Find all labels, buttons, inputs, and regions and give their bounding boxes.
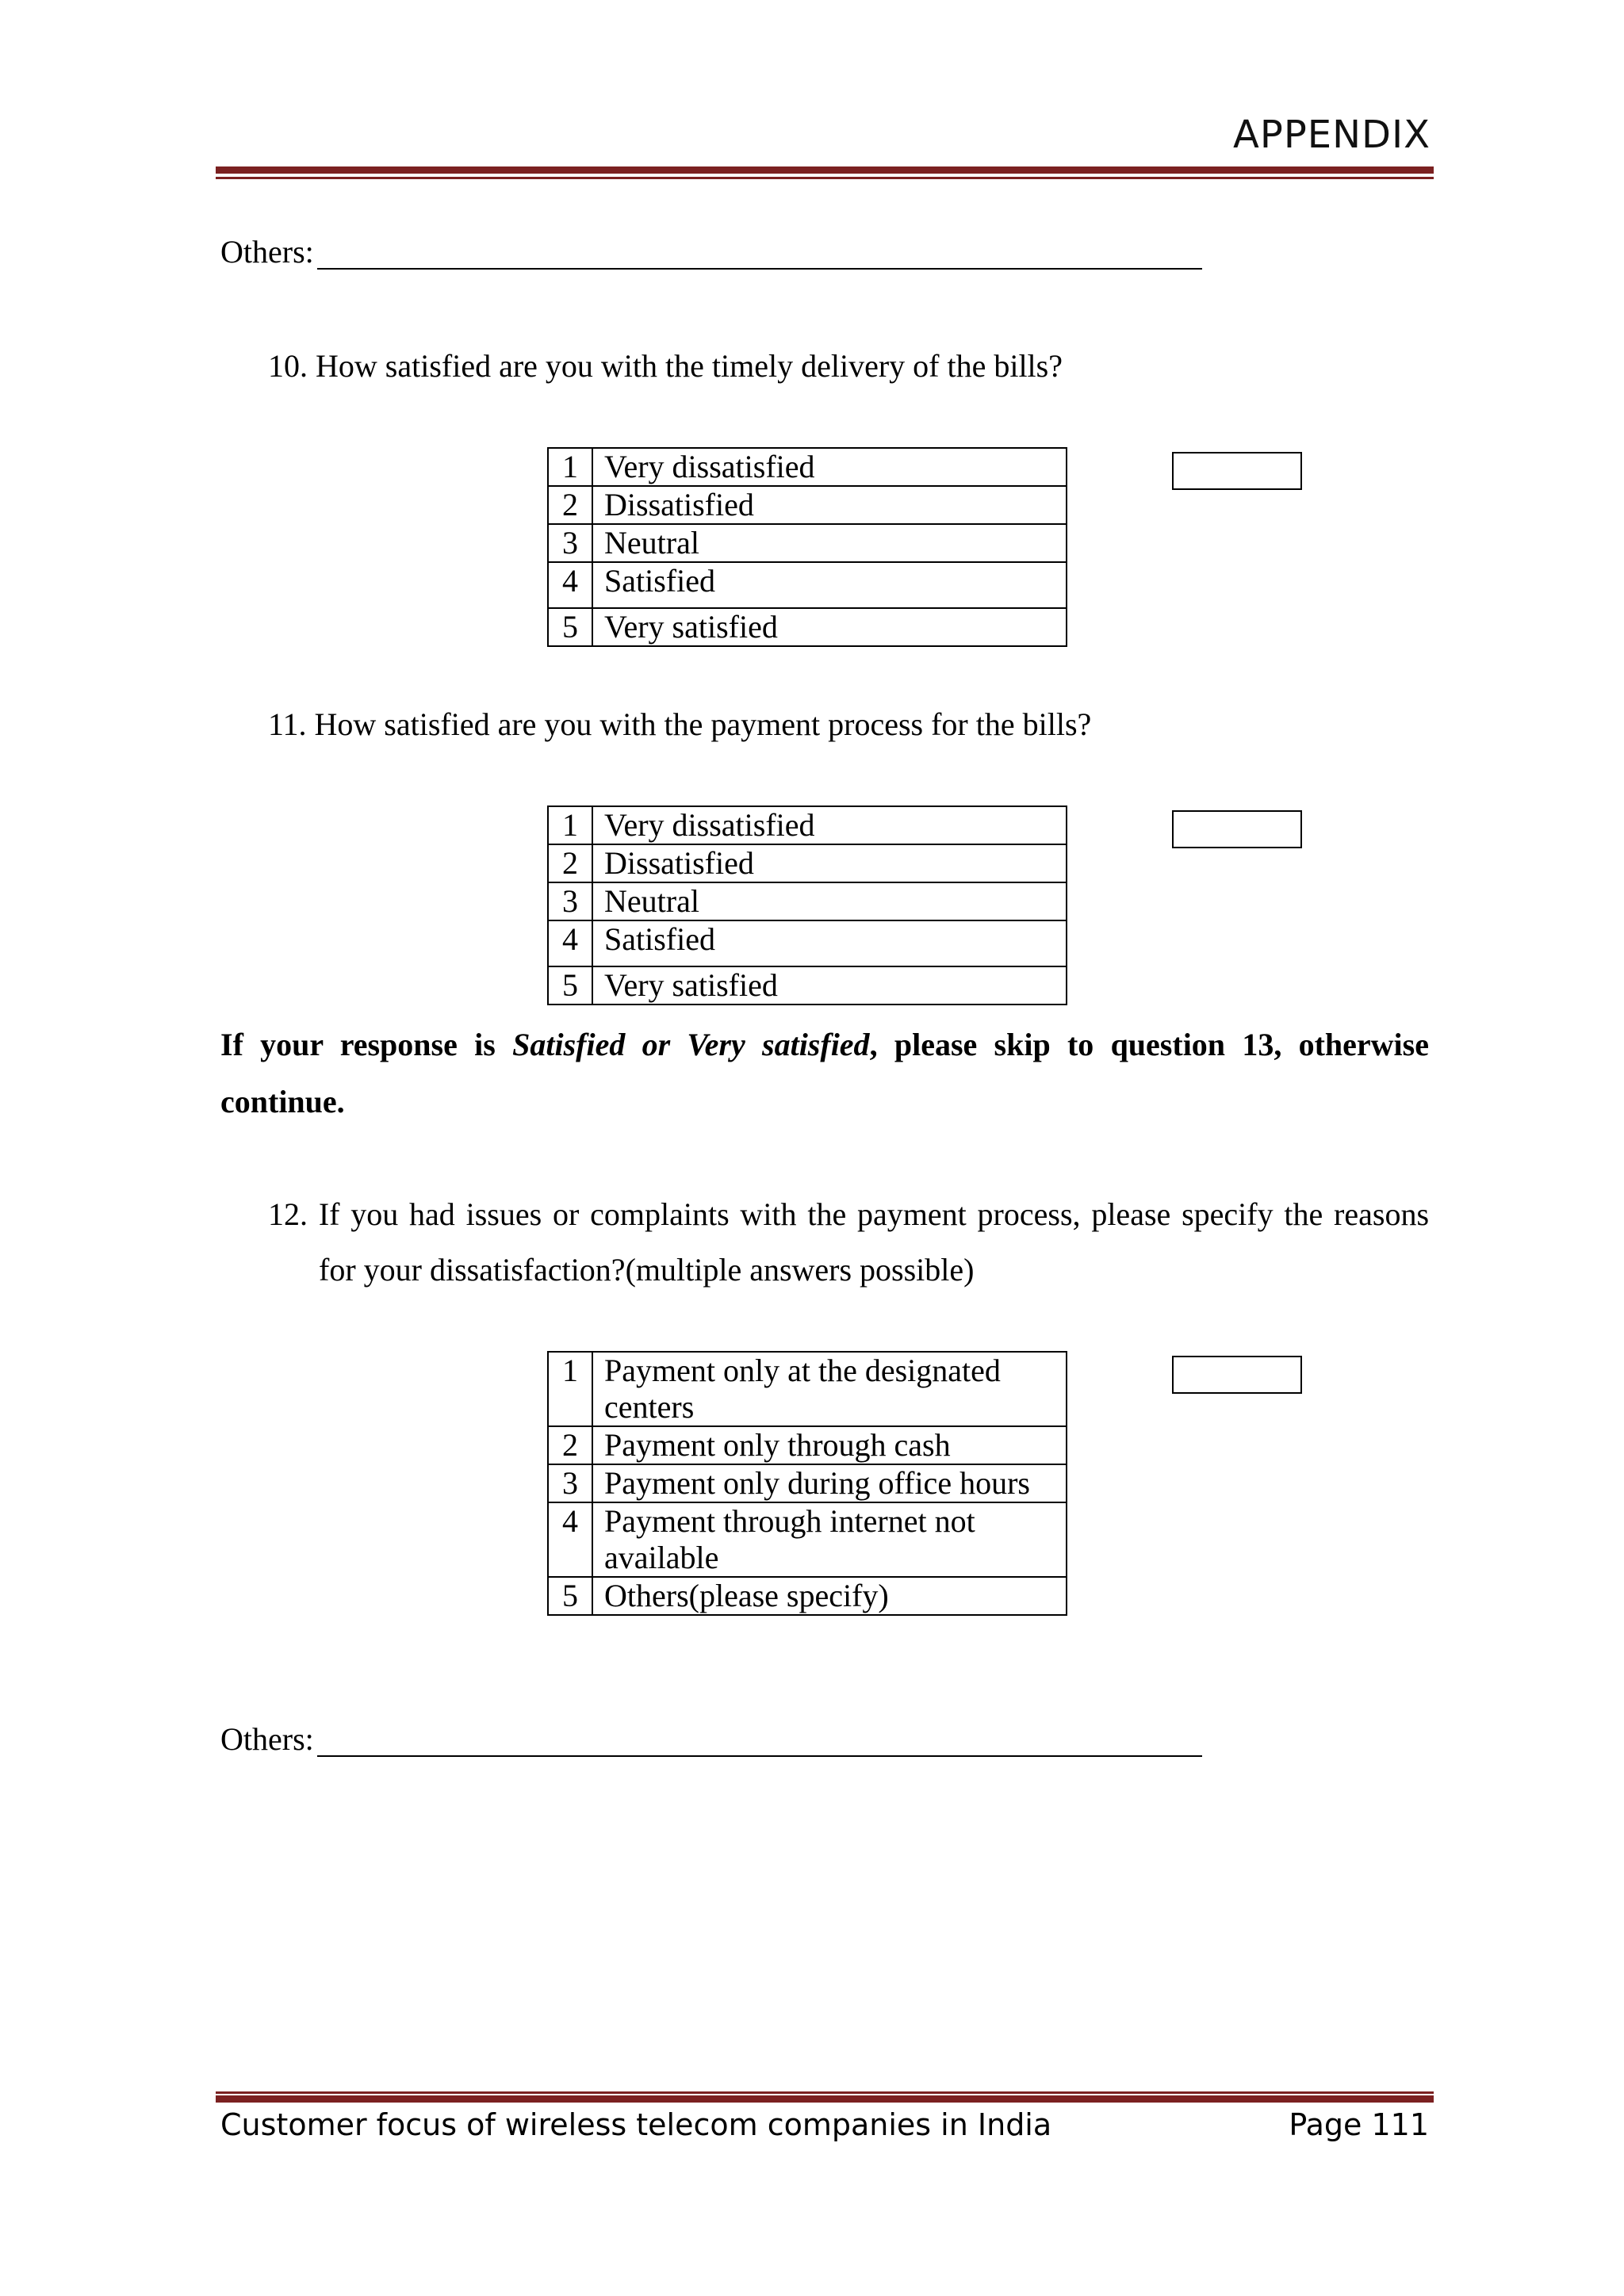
option-label: Payment only through cash: [592, 1426, 1067, 1464]
instruction-part2: , please skip to question 13, otherwise continue.: [220, 1027, 1429, 1119]
question-10: [268, 347, 1063, 385]
question-10-options: [547, 447, 1067, 647]
question-10-answer-box[interactable]: [1172, 452, 1302, 490]
option-row: [548, 1502, 1067, 1577]
option-row: [548, 608, 1067, 646]
option-number: 5: [548, 966, 592, 1004]
option-row: [548, 882, 1067, 920]
others-label-bottom: Others:: [220, 1721, 314, 1757]
option-label: Very satisfied: [592, 608, 1067, 646]
option-row: [548, 1577, 1067, 1615]
option-number: 1: [548, 1352, 592, 1426]
option-number: 3: [548, 1464, 592, 1502]
option-number: 4: [548, 920, 592, 966]
option-row: [548, 1352, 1067, 1426]
option-number: 3: [548, 524, 592, 562]
question-11-text: How satisfied are you with the payment process for the bills?: [314, 706, 1092, 742]
option-number: 2: [548, 844, 592, 882]
option-row: [548, 1426, 1067, 1464]
question-12-line1: [268, 1196, 1429, 1234]
option-row: [548, 486, 1067, 524]
others-line-top[interactable]: [317, 268, 1202, 270]
option-row: [548, 920, 1067, 966]
option-label: Neutral: [592, 524, 1067, 562]
option-label: Others(please specify): [592, 1577, 1067, 1615]
option-label: Dissatisfied: [592, 486, 1067, 524]
option-label: Dissatisfied: [592, 844, 1067, 882]
option-label: Very satisfied: [592, 966, 1067, 1004]
header-rule-thin: [216, 177, 1434, 179]
question-12-answer-box[interactable]: [1172, 1356, 1302, 1394]
question-10-number: 10.: [268, 348, 308, 384]
option-number: 4: [548, 1502, 592, 1577]
option-label: Payment through internet not available: [592, 1502, 1067, 1577]
option-number: 5: [548, 608, 592, 646]
option-row: [548, 966, 1067, 1004]
question-11-options: [547, 806, 1067, 1005]
option-label: Very dissatisfied: [592, 806, 1067, 844]
instruction-emphasis: Satisfied or Very satisfied: [512, 1027, 870, 1062]
option-number: 1: [548, 806, 592, 844]
footer-rule-thin: [216, 2091, 1434, 2094]
instruction-part1: If your response is: [220, 1027, 513, 1062]
others-label-top: Others:: [220, 234, 314, 270]
header-title: APPENDIX: [1233, 113, 1431, 157]
footer-rule: [216, 2095, 1434, 2103]
question-10-text: How satisfied are you with the timely delivery of the bills?: [316, 348, 1063, 384]
option-number: 1: [548, 448, 592, 486]
option-number: 5: [548, 1577, 592, 1615]
option-number: 2: [548, 1426, 592, 1464]
option-number: 4: [548, 562, 592, 608]
question-11: [268, 706, 1091, 744]
header-rule: [216, 166, 1434, 174]
option-label: Payment only during office hours: [592, 1464, 1067, 1502]
page-number: Page 111: [1289, 2107, 1429, 2142]
option-number: 3: [548, 882, 592, 920]
option-row: [548, 448, 1067, 486]
footer-title: Customer focus of wireless telecom companies in India: [220, 2107, 1052, 2142]
option-row: [548, 844, 1067, 882]
question-12-text-line2: for your dissatisfaction?(multiple answers possible): [319, 1252, 975, 1288]
option-row: [548, 806, 1067, 844]
question-11-number: 11.: [268, 706, 307, 742]
option-label: Payment only at the designated centers: [592, 1352, 1067, 1426]
option-row: [548, 562, 1067, 608]
option-label: Satisfied: [592, 920, 1067, 966]
skip-instruction: [220, 1016, 1429, 1131]
option-label: Very dissatisfied: [592, 448, 1067, 486]
option-row: [548, 1464, 1067, 1502]
question-11-answer-box[interactable]: [1172, 810, 1302, 848]
option-row: [548, 524, 1067, 562]
question-12-number: 12.: [268, 1196, 308, 1232]
question-12-text-line1: If you had issues or complaints with the payment process, please specify the reasons: [318, 1196, 1430, 1232]
option-label: Neutral: [592, 882, 1067, 920]
others-line-bottom[interactable]: [317, 1755, 1202, 1757]
option-label: Satisfied: [592, 562, 1067, 608]
option-number: 2: [548, 486, 592, 524]
question-12-options: [547, 1351, 1067, 1616]
